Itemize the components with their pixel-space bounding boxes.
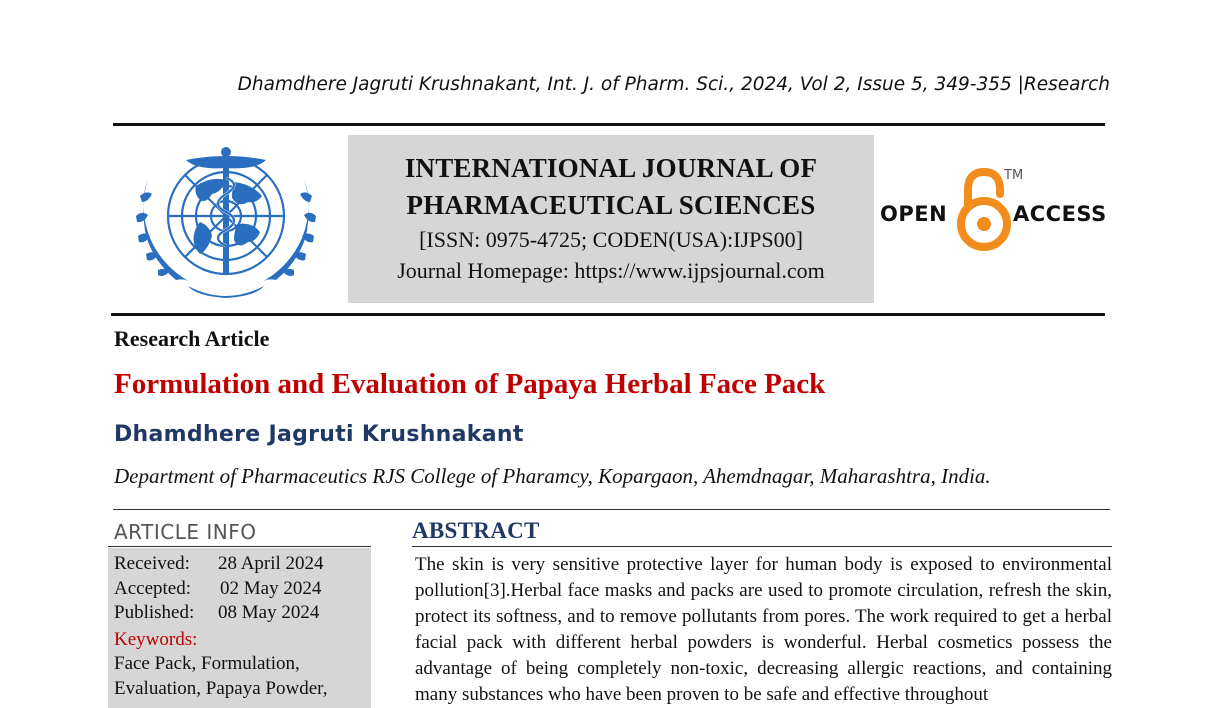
- abstract-text: The skin is very sensitive protective layer for human body is exposed to environmental pollution[3].Herbal face masks and packs are used to promote circulation, refresh the skin, protect its softness, and to remove pollutants from pores. The work required to get a herbal facial pack with different herbal powders is wonderful. Herbal cosmetics possess the advantage of being completely non-toxic, decreasing allergic reactions, and containing many substances who have been proven to be safe and effective throughout: [415, 554, 1112, 705]
- published-label: Published:: [114, 602, 195, 623]
- author-name: Dhamdhere Jagruti Krushnakant: [114, 422, 524, 447]
- abstract-heading: ABSTRACT: [412, 518, 540, 543]
- published-date: 08 May 2024: [218, 602, 320, 623]
- header-rule-top: [113, 123, 1105, 126]
- article-info-box: [108, 548, 371, 708]
- open-access-logo: [880, 166, 1110, 256]
- un-emblem-logo: [126, 138, 326, 304]
- journal-title-line2: PHARMACEUTICAL SCIENCES: [406, 190, 816, 220]
- keywords-line1: Face Pack, Formulation,: [114, 653, 300, 674]
- journal-homepage: Journal Homepage: https://www.ijpsjournal.com: [397, 258, 825, 283]
- section-divider: [113, 509, 1110, 510]
- received-date: 28 April 2024: [218, 553, 324, 574]
- journal-masthead: [348, 135, 874, 303]
- article-title: Formulation and Evaluation of Papaya Herbal Face Pack: [114, 368, 826, 400]
- open-access-left-text: OPEN: [880, 202, 948, 226]
- article-type: Research Article: [114, 326, 270, 351]
- published-row: [114, 601, 371, 626]
- accepted-label: Accepted:: [114, 577, 192, 599]
- received-row: [114, 552, 371, 577]
- keywords-label: Keywords:: [114, 628, 198, 650]
- keywords-line2: Evaluation, Papaya Powder,: [114, 677, 328, 699]
- article-info-heading: ARTICLE INFO: [114, 520, 257, 544]
- journal-issn: [ISSN: 0975-4725; CODEN(USA):IJPS00]: [419, 227, 803, 252]
- accepted-date: 02 May 2024: [220, 577, 322, 599]
- running-header: Dhamdhere Jagruti Krushnakant, Int. J. of Pharm. Sci., 2024, Vol 2, Issue 5, 349-355 |Research: [237, 74, 1110, 95]
- open-access-tm: TM: [1004, 168, 1024, 183]
- received-label: Received:: [114, 553, 190, 574]
- abstract-rule: [412, 546, 1112, 547]
- accepted-row: [114, 577, 371, 602]
- journal-title-line1: INTERNATIONAL JOURNAL OF: [404, 153, 818, 183]
- article-info-rule: [108, 546, 371, 547]
- open-access-right-text: ACCESS: [1013, 202, 1107, 226]
- header-rule-bottom: [111, 313, 1105, 316]
- author-affiliation: Department of Pharmaceutics RJS College of Pharamcy, Kopargaon, Ahemdnagar, Maharashtra, India.: [114, 464, 991, 488]
